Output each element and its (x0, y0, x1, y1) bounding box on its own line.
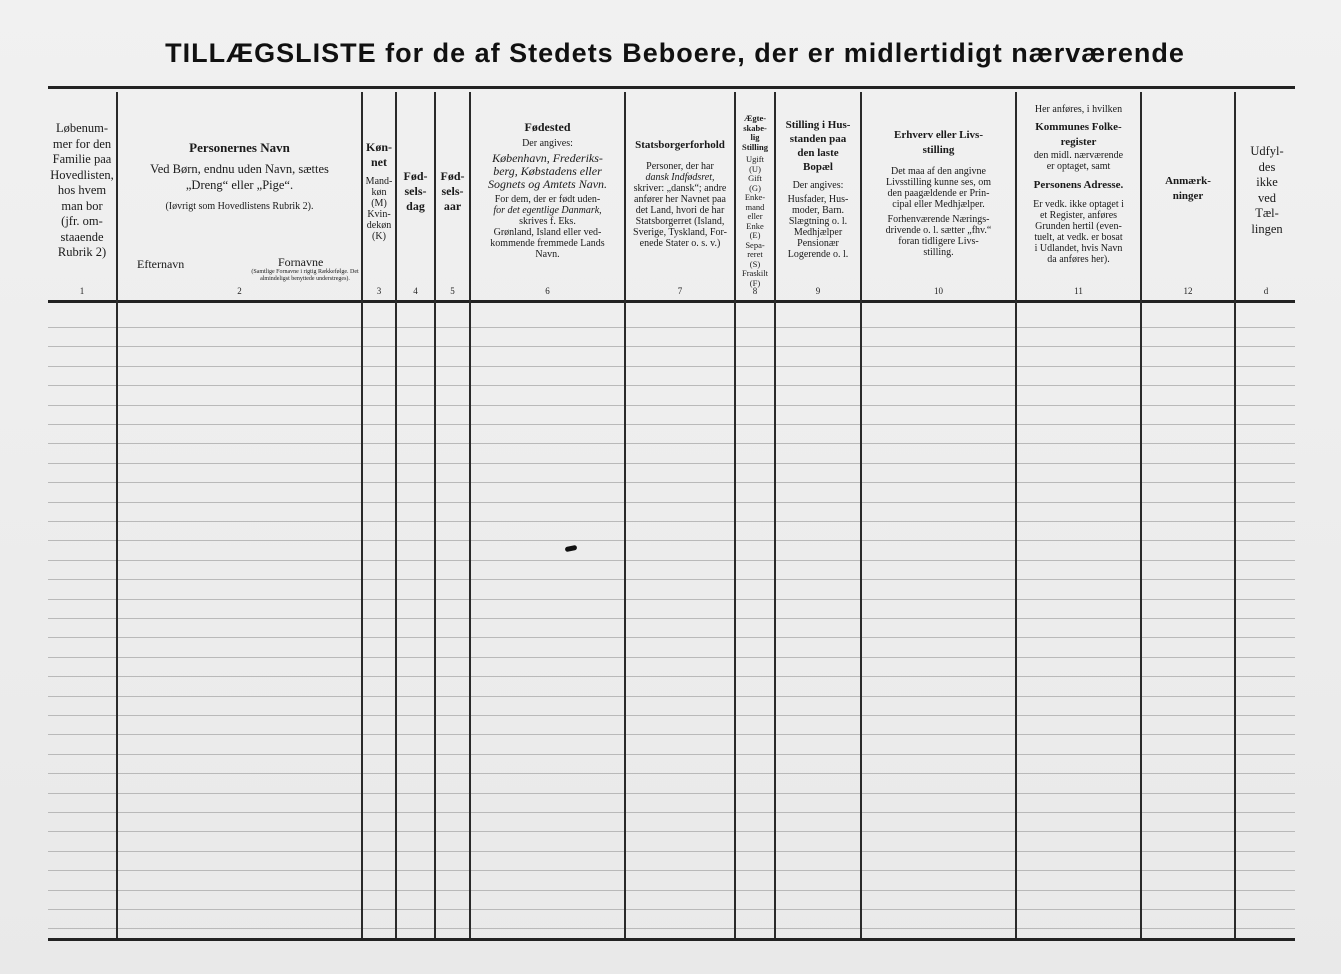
col8-line: reret (747, 249, 763, 259)
entry-row-line (48, 599, 1295, 600)
entry-row-line (48, 346, 1295, 347)
column-number: 5 (450, 286, 455, 296)
col11-line: da anføres her). (1047, 254, 1110, 265)
entry-row-line (48, 482, 1295, 483)
col10-line: cipal eller Medhjælper. (892, 199, 985, 210)
column-number: 9 (815, 286, 821, 296)
entry-row-line (48, 385, 1295, 386)
entry-row-line (48, 773, 1295, 774)
col11-bold: register (1060, 136, 1097, 148)
col8-line: (U) (749, 163, 761, 174)
entry-row-line (48, 579, 1295, 580)
col8-bold: Ægte- (743, 113, 767, 123)
col9-bold: standen paa (789, 133, 847, 145)
col11-line: tuelt, at vedk. er bosat (1034, 232, 1123, 243)
column-3-header (363, 92, 395, 290)
col6-text: kommende fremmede Lands (490, 238, 605, 249)
cold-line: lingen (1251, 221, 1283, 236)
entry-row-line (48, 540, 1295, 541)
column-number: 10 (934, 286, 943, 296)
col11-bold2: Personens Adresse. (1033, 179, 1124, 191)
column-4-header (397, 92, 434, 290)
entry-row-line (48, 618, 1295, 619)
entry-row-line (48, 676, 1295, 677)
col12-bold: ninger (1172, 190, 1204, 202)
col3-line: køn (371, 187, 387, 198)
col11-mid: er optaget, samt (1046, 161, 1111, 172)
column-8-header (736, 92, 774, 290)
col1-line: Løbenum- (55, 121, 109, 136)
col1-line: Rubrik 2) (57, 245, 107, 260)
col6-heading: Fødested (524, 120, 571, 134)
col1-line: hos hvem (57, 183, 107, 198)
col11-top: Her anføres, i hvilken (1034, 104, 1123, 115)
col1-line: man bor (61, 198, 103, 213)
col7-line: enede Stater o. s. v.) (639, 238, 721, 249)
col10-line: Forhenværende Nærings- (887, 214, 990, 225)
column-5-header (436, 92, 469, 290)
col9-bold: Bopæl (803, 161, 833, 173)
surname-label: Efternavn (137, 257, 185, 271)
entry-row-line (48, 405, 1295, 406)
entry-row-line (48, 812, 1295, 813)
col5-bold: Fød- (440, 168, 465, 183)
column-number: 3 (376, 286, 382, 296)
column-number: 12 (1183, 286, 1193, 296)
col8-line: Sepa- (745, 239, 765, 250)
column-number: d (1263, 286, 1269, 296)
entry-row-line (48, 521, 1295, 522)
column-number: 8 (752, 286, 758, 296)
column-number: 4 (413, 286, 418, 296)
column-11-header (1017, 92, 1140, 290)
entry-row-line (48, 928, 1295, 929)
col1-line: (jfr. om- (61, 214, 103, 229)
col8-line: (S) (749, 258, 761, 269)
col8-line: (G) (749, 182, 761, 193)
col10-bold: stilling (922, 144, 955, 156)
col8-line: Gift (748, 173, 762, 183)
entry-row-line (48, 831, 1295, 832)
column-7-header (626, 92, 734, 290)
entry-row-line (48, 696, 1295, 697)
entry-row-line (48, 463, 1295, 464)
col6-text: berg, Købstadens eller (493, 164, 602, 178)
page-title: TILLÆGSLISTE for de af Stedets Beboere, der er midlertidigt nærværende (165, 38, 1185, 68)
col6-text: skrives f. Eks. (519, 216, 576, 227)
col9-bold: Stilling i Hus- (785, 119, 851, 131)
col8-bold: Stilling (742, 141, 768, 152)
column-number: 6 (545, 286, 550, 296)
col4-bold: Fød- (403, 168, 428, 183)
col9-line: Der angives: (792, 180, 844, 191)
col2-text2: „Dreng“ eller „Pige“. (185, 178, 294, 192)
col6-text: Grønland, Island eller ved- (493, 227, 602, 238)
entry-row-line (48, 637, 1295, 638)
entry-row-line (48, 754, 1295, 755)
col11-line: Er vedk. ikke optaget i (1033, 199, 1124, 210)
col10-line: drivende o. l. sætter „fhv.“ (885, 225, 992, 236)
col7-line: anfører her Navnet paa (634, 194, 726, 205)
cold-line: ikke (1256, 175, 1278, 189)
col11-line: i Udlandet, hvis Navn (1034, 243, 1123, 254)
col8-bold: skabe- (743, 122, 767, 133)
col3-bold: net (371, 155, 387, 169)
col8-line: (E) (749, 230, 761, 240)
col4-bold: dag (406, 198, 425, 213)
entry-row-line (48, 734, 1295, 735)
entry-row-line (48, 715, 1295, 716)
column-number: 2 (237, 286, 242, 296)
cold-line: ved (1257, 190, 1277, 205)
given-names-note: (Samtlige Fornavne i rigtig Rækkefølge. Det almindeligst benyttede understreges). (251, 269, 359, 282)
col11-bold: Kommunes Folke- (1035, 121, 1122, 133)
col3-bold: Køn- (366, 140, 393, 154)
col12-bold: Anmærk- (1165, 175, 1211, 187)
col3-line: (K) (372, 231, 386, 242)
col8-line: Fraskilt (742, 268, 768, 278)
entry-row-line (48, 909, 1295, 910)
col8-line: Enke (746, 220, 764, 231)
col9-line: Pensionær (797, 238, 839, 249)
col1-line: staaende (60, 229, 104, 244)
col7-line: skriver: „dansk“; andre (633, 183, 727, 194)
col3-line: (M) (371, 198, 387, 209)
col10-line: Det maa af den angivne (891, 166, 986, 177)
col9-line: Medhjælper (793, 227, 843, 238)
column-9-header (776, 92, 860, 290)
col6-text: Navn. (535, 249, 560, 260)
entry-row-line (48, 443, 1295, 444)
column-d-header (1236, 92, 1298, 290)
col8-line: mand (745, 201, 765, 212)
column-6-header (471, 92, 624, 290)
entry-row-line (48, 424, 1295, 425)
entry-row-line (48, 793, 1295, 794)
col8-bold: lig (750, 132, 760, 142)
col8-line: (F) (749, 277, 761, 288)
given-names-label: Fornavne (278, 255, 324, 269)
col10-bold: Erhverv eller Livs- (894, 129, 983, 141)
col10-line: Livsstilling kunne ses, om (886, 177, 991, 188)
col10-line: stilling. (923, 247, 954, 258)
col4-bold: sels- (404, 183, 427, 198)
entry-row-line (48, 560, 1295, 561)
col7-line: det Land, hvori de har (635, 205, 725, 216)
col9-line: Slægtning o. l. (788, 216, 848, 227)
col5-bold: sels- (441, 183, 464, 198)
col8-line: eller (747, 211, 763, 221)
col2-heading: Personernes Navn (189, 140, 290, 155)
cold-line: Udfyl- (1250, 144, 1284, 158)
col6-text: København, Frederiks- (492, 151, 603, 165)
col8-line: Ugift (746, 154, 764, 164)
entry-row-line (48, 366, 1295, 367)
col9-bold: den laste (797, 147, 839, 159)
column-10-header (862, 92, 1015, 290)
col8-line: Enke- (744, 192, 766, 202)
col6-text: Der angives: (522, 138, 573, 149)
entry-row-line (48, 851, 1295, 852)
top-border (48, 86, 1295, 89)
column-number: 7 (677, 286, 683, 296)
col7-line: dansk Indfødsret, (645, 172, 715, 183)
col1-line: Familie paa (52, 152, 112, 167)
col11-line: Grunden hertil (even- (1035, 221, 1122, 232)
column-1-header (48, 92, 116, 290)
column-number: 1 (79, 286, 85, 296)
col10-line: foran tidligere Livs- (898, 236, 979, 247)
col2-text3: (Iøvrigt som Hovedlistens Rubrik 2). (165, 201, 314, 212)
col1-line: mer for den (52, 136, 112, 151)
bottom-border (48, 938, 1295, 941)
col11-line: et Register, anføres (1039, 210, 1118, 221)
cold-line: Tæl- (1255, 206, 1279, 220)
col6-text: for det egentlige Danmark, (493, 205, 602, 216)
col7-line: Statsborgerret (Island, (635, 216, 725, 227)
header-bottom-rule (48, 300, 1295, 303)
col11-mid: den midl. nærværende (1033, 150, 1124, 161)
col10-line: den paagældende er Prin- (887, 188, 990, 199)
col3-line: Kvin- (367, 209, 391, 220)
col1-line: Hovedlisten, (50, 167, 114, 182)
col9-line: moder, Barn. (791, 205, 845, 216)
col9-line: Logerende o. l. (787, 249, 849, 260)
column-number: 11 (1074, 286, 1083, 296)
col3-line: dekøn (366, 220, 392, 231)
col2-text1: Ved Børn, endnu uden Navn, sættes (150, 162, 329, 176)
entry-row-line (48, 870, 1295, 871)
col7-line: Sverige, Tyskland, For- (633, 227, 727, 238)
entry-row-line (48, 890, 1295, 891)
column-12-header (1142, 92, 1234, 290)
entry-row-line (48, 657, 1295, 658)
col6-text: Sognets og Amtets Navn. (487, 177, 608, 191)
cold-line: des (1258, 159, 1276, 174)
entry-row-line (48, 502, 1295, 503)
col3-line: Mand- (365, 176, 393, 187)
entry-row-line (48, 327, 1295, 328)
col7-heading: Statsborgerforhold (635, 139, 725, 151)
col9-line: Husfader, Hus- (787, 194, 849, 205)
col7-line: Personer, der har (646, 161, 714, 172)
ink-mark (565, 545, 578, 552)
col5-bold: aar (443, 198, 462, 213)
col6-text: For dem, der er født uden- (494, 194, 601, 205)
